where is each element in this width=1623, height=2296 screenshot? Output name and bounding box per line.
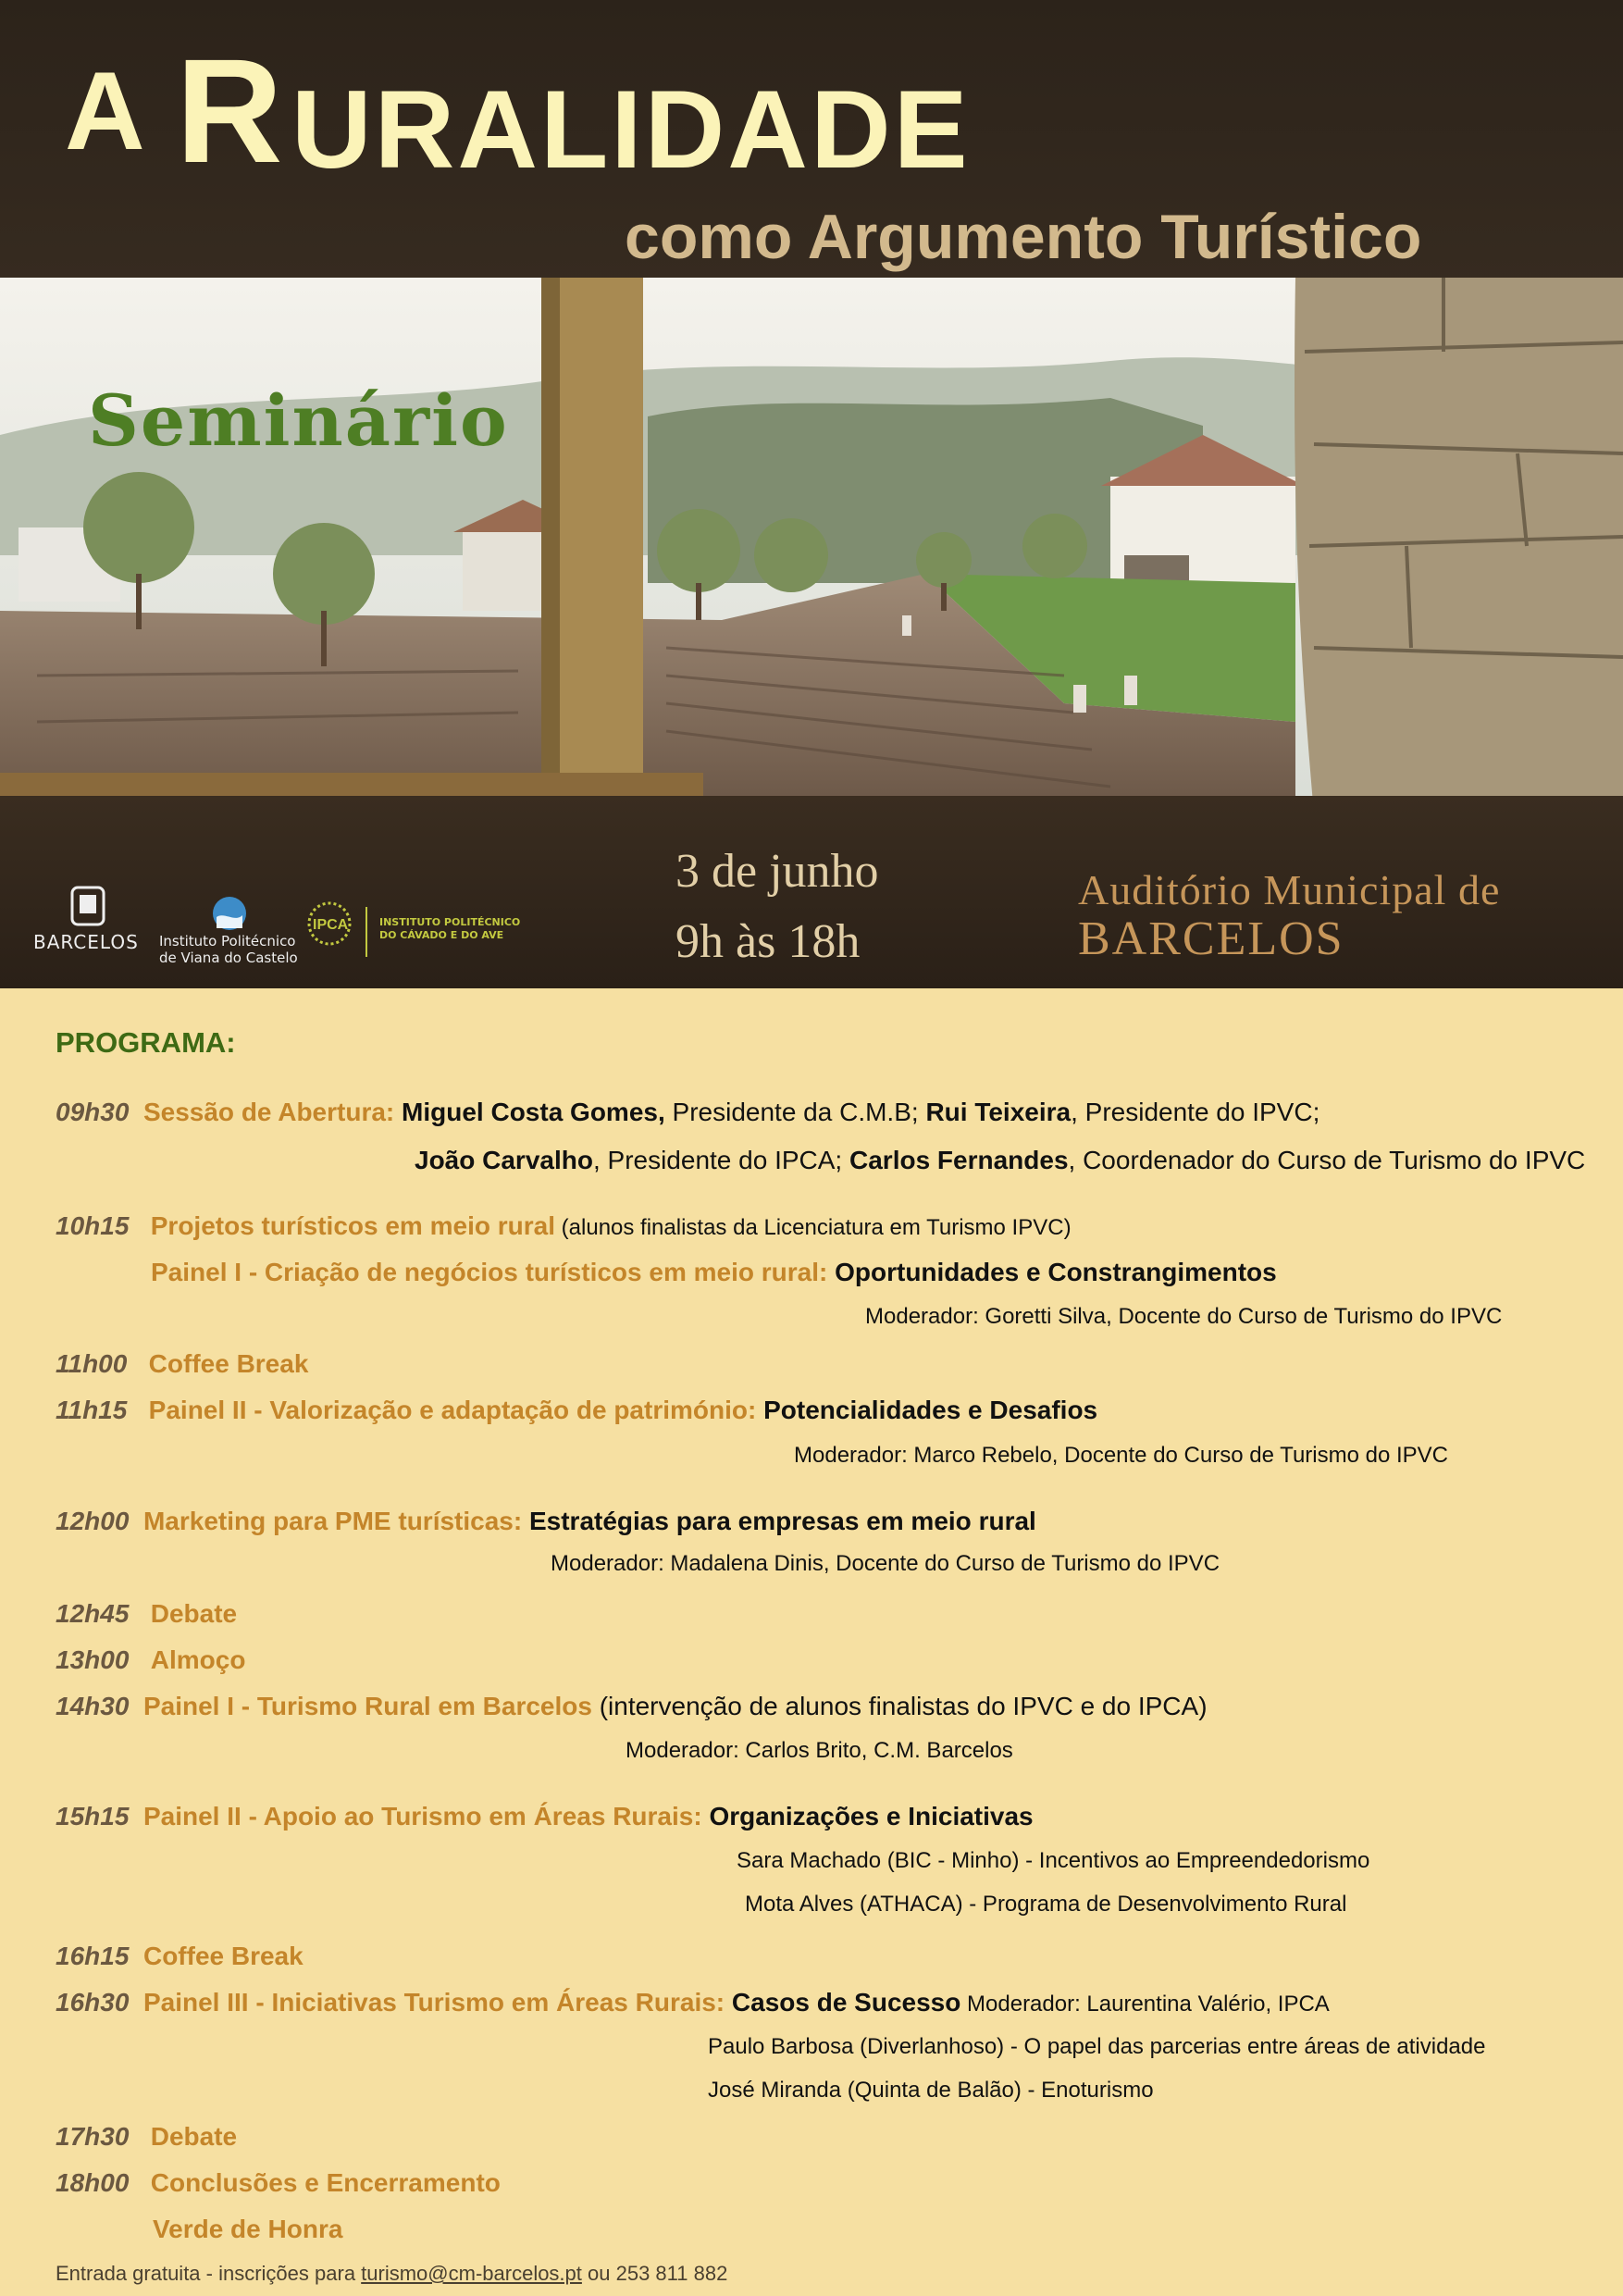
footer-registration: [56, 2264, 727, 2284]
ipca-logo-icon: [304, 900, 359, 948]
poster-header: [0, 0, 1623, 988]
venue-line-2: BARCELOS: [1078, 912, 1344, 965]
event-type: Seminário: [88, 379, 509, 462]
session-title: Painel I - Turismo Rural em Barcelos: [142, 1692, 592, 1720]
session-debate-1: [56, 1601, 237, 1627]
session-panel-barcelos: [56, 1694, 1208, 1719]
session-marketing: [56, 1508, 1036, 1534]
moderator: Moderador: Laurentina Valério, IPCA: [960, 1992, 1330, 2017]
session-title: Sessão de Abertura:: [142, 1098, 395, 1126]
event-date: 3 de junho: [675, 845, 879, 898]
speaker-role: , Presidente do IPVC;: [1071, 1098, 1320, 1126]
session-debate-2: [56, 2124, 237, 2150]
ipvc-logo-icon: [211, 895, 248, 932]
session-reception: Verde de Honra: [153, 2215, 343, 2243]
session-closing: [56, 2170, 501, 2196]
moderator: Moderador: Madalena Dinis, Docente do Curso de Turismo do IPVC: [551, 1551, 1220, 1576]
session-panel-1: [151, 1260, 1277, 1285]
barcelos-crest-icon: [65, 884, 111, 928]
logo-ipca-line1: INSTITUTO POLITÉCNICO: [379, 916, 521, 928]
moderator: Moderador: Carlos Brito, C.M. Barcelos: [626, 1738, 1013, 1763]
ipca-divider: [365, 907, 367, 957]
session-time: 16h15: [56, 1942, 130, 1970]
session-time: 12h00: [56, 1507, 130, 1535]
session-topic: Casos de Sucesso: [725, 1988, 961, 2017]
session-panel-2: [56, 1397, 1097, 1423]
session-time: 09h30: [56, 1098, 130, 1126]
session-title: Marketing para PME turísticas:: [142, 1507, 523, 1535]
session-title: Debate: [150, 2122, 238, 2151]
session-time: 13h00: [56, 1645, 130, 1674]
session-title: Coffee Break: [148, 1349, 309, 1378]
title-letter-r: R: [176, 28, 285, 193]
session-title: Painel I - Criação de negócios turísticos em meio rural:: [151, 1258, 828, 1286]
session-title: Painel II - Valorização e adaptação de património:: [148, 1396, 757, 1424]
logo-ipvc-line2: de Viana do Castelo: [159, 949, 298, 966]
session-title: Almoço: [150, 1645, 246, 1674]
rural-landscape-photo: [0, 278, 1623, 814]
speaker-name: João Carvalho: [415, 1146, 593, 1174]
speaker-name: Rui Teixeira: [925, 1098, 1072, 1126]
speaker-line: Sara Machado (BIC - Minho) - Incentivos ao Empreendedorismo: [737, 1848, 1370, 1873]
ipca-badge: IPCA: [313, 917, 349, 933]
session-time: 11h00: [56, 1349, 128, 1378]
session-title: Projetos turísticos em meio rural: [150, 1211, 555, 1240]
session-title: Conclusões e Encerramento: [150, 2168, 501, 2197]
session-support: [56, 1804, 1034, 1830]
session-opening-line2: [415, 1148, 1585, 1173]
session-coffee-break-2: [56, 1943, 304, 1969]
footer-prefix: Entrada gratuita - inscrições para: [56, 2262, 362, 2285]
moderator: Moderador: Marco Rebelo, Docente do Curso de Turismo do IPVC: [794, 1443, 1449, 1468]
session-success-cases: [56, 1990, 1330, 2016]
session-opening: [56, 1099, 1319, 1125]
speaker-role: Presidente da C.M.B;: [664, 1098, 926, 1126]
session-time: 15h15: [56, 1802, 130, 1831]
speaker-role: , Coordenador do Curso de Turismo do IPVC: [1068, 1146, 1586, 1174]
title-word-uralidade: URALIDADE: [291, 68, 971, 192]
program-heading: PROGRAMA:: [56, 1026, 236, 1059]
logo-barcelos: BARCELOS: [33, 931, 139, 953]
venue-line-1: Auditório Municipal de: [1078, 866, 1501, 913]
footer-phone: ou 253 811 882: [581, 2262, 728, 2285]
speaker-name: Miguel Costa Gomes,: [402, 1098, 665, 1126]
program-section: [0, 988, 1623, 2296]
session-topic: Potencialidades e Desafios: [756, 1396, 1098, 1424]
speaker-line: Mota Alves (ATHACA) - Programa de Desenvolvimento Rural: [745, 1892, 1347, 1917]
session-topic: Oportunidades e Constrangimentos: [827, 1258, 1277, 1286]
moderator: Moderador: Goretti Silva, Docente do Curso de Turismo do IPVC: [865, 1304, 1503, 1329]
session-topic: Organizações e Iniciativas: [701, 1802, 1034, 1831]
session-title: Painel II - Apoio ao Turismo em Áreas Rurais:: [142, 1802, 702, 1831]
session-lunch: [56, 1647, 245, 1673]
speaker-role: , Presidente do IPCA;: [592, 1146, 849, 1174]
session-time: 12h45: [56, 1599, 130, 1628]
session-projects: [56, 1213, 1072, 1239]
speaker-line: Paulo Barbosa (Diverlanhoso) - O papel das parcerias entre áreas de atividade: [708, 2034, 1486, 2059]
subtitle: como Argumento Turístico: [625, 202, 1422, 272]
title-letter-a: A: [65, 49, 149, 173]
session-title: Coffee Break: [142, 1942, 304, 1970]
session-note: (alunos finalistas da Licenciatura em Turismo IPVC): [555, 1215, 1072, 1240]
session-title: Debate: [150, 1599, 238, 1628]
session-time: 17h30: [56, 2122, 130, 2151]
session-time: 16h30: [56, 1988, 130, 2017]
speaker-name: Carlos Fernandes: [849, 1146, 1069, 1174]
session-time: 18h00: [56, 2168, 130, 2197]
logo-ipvc-line1: Instituto Politécnico: [159, 933, 296, 949]
session-title: Painel III - Iniciativas Turismo em Áreas Rurais:: [142, 1988, 725, 2017]
session-time: 10h15: [56, 1211, 130, 1240]
session-time: 11h15: [56, 1396, 128, 1424]
logo-ipca-line2: DO CÁVADO E DO AVE: [379, 929, 504, 941]
session-note: (intervenção de alunos finalistas do IPVC e do IPCA): [591, 1692, 1208, 1720]
session-topic: Estratégias para empresas em meio rural: [522, 1507, 1036, 1535]
session-coffee-break-1: [56, 1351, 308, 1377]
session-time: 14h30: [56, 1692, 130, 1720]
speaker-line: José Miranda (Quinta de Balão) - Enoturismo: [708, 2078, 1154, 2103]
event-hours: 9h às 18h: [675, 915, 861, 968]
email-link[interactable]: turismo@cm-barcelos.pt: [361, 2262, 582, 2285]
